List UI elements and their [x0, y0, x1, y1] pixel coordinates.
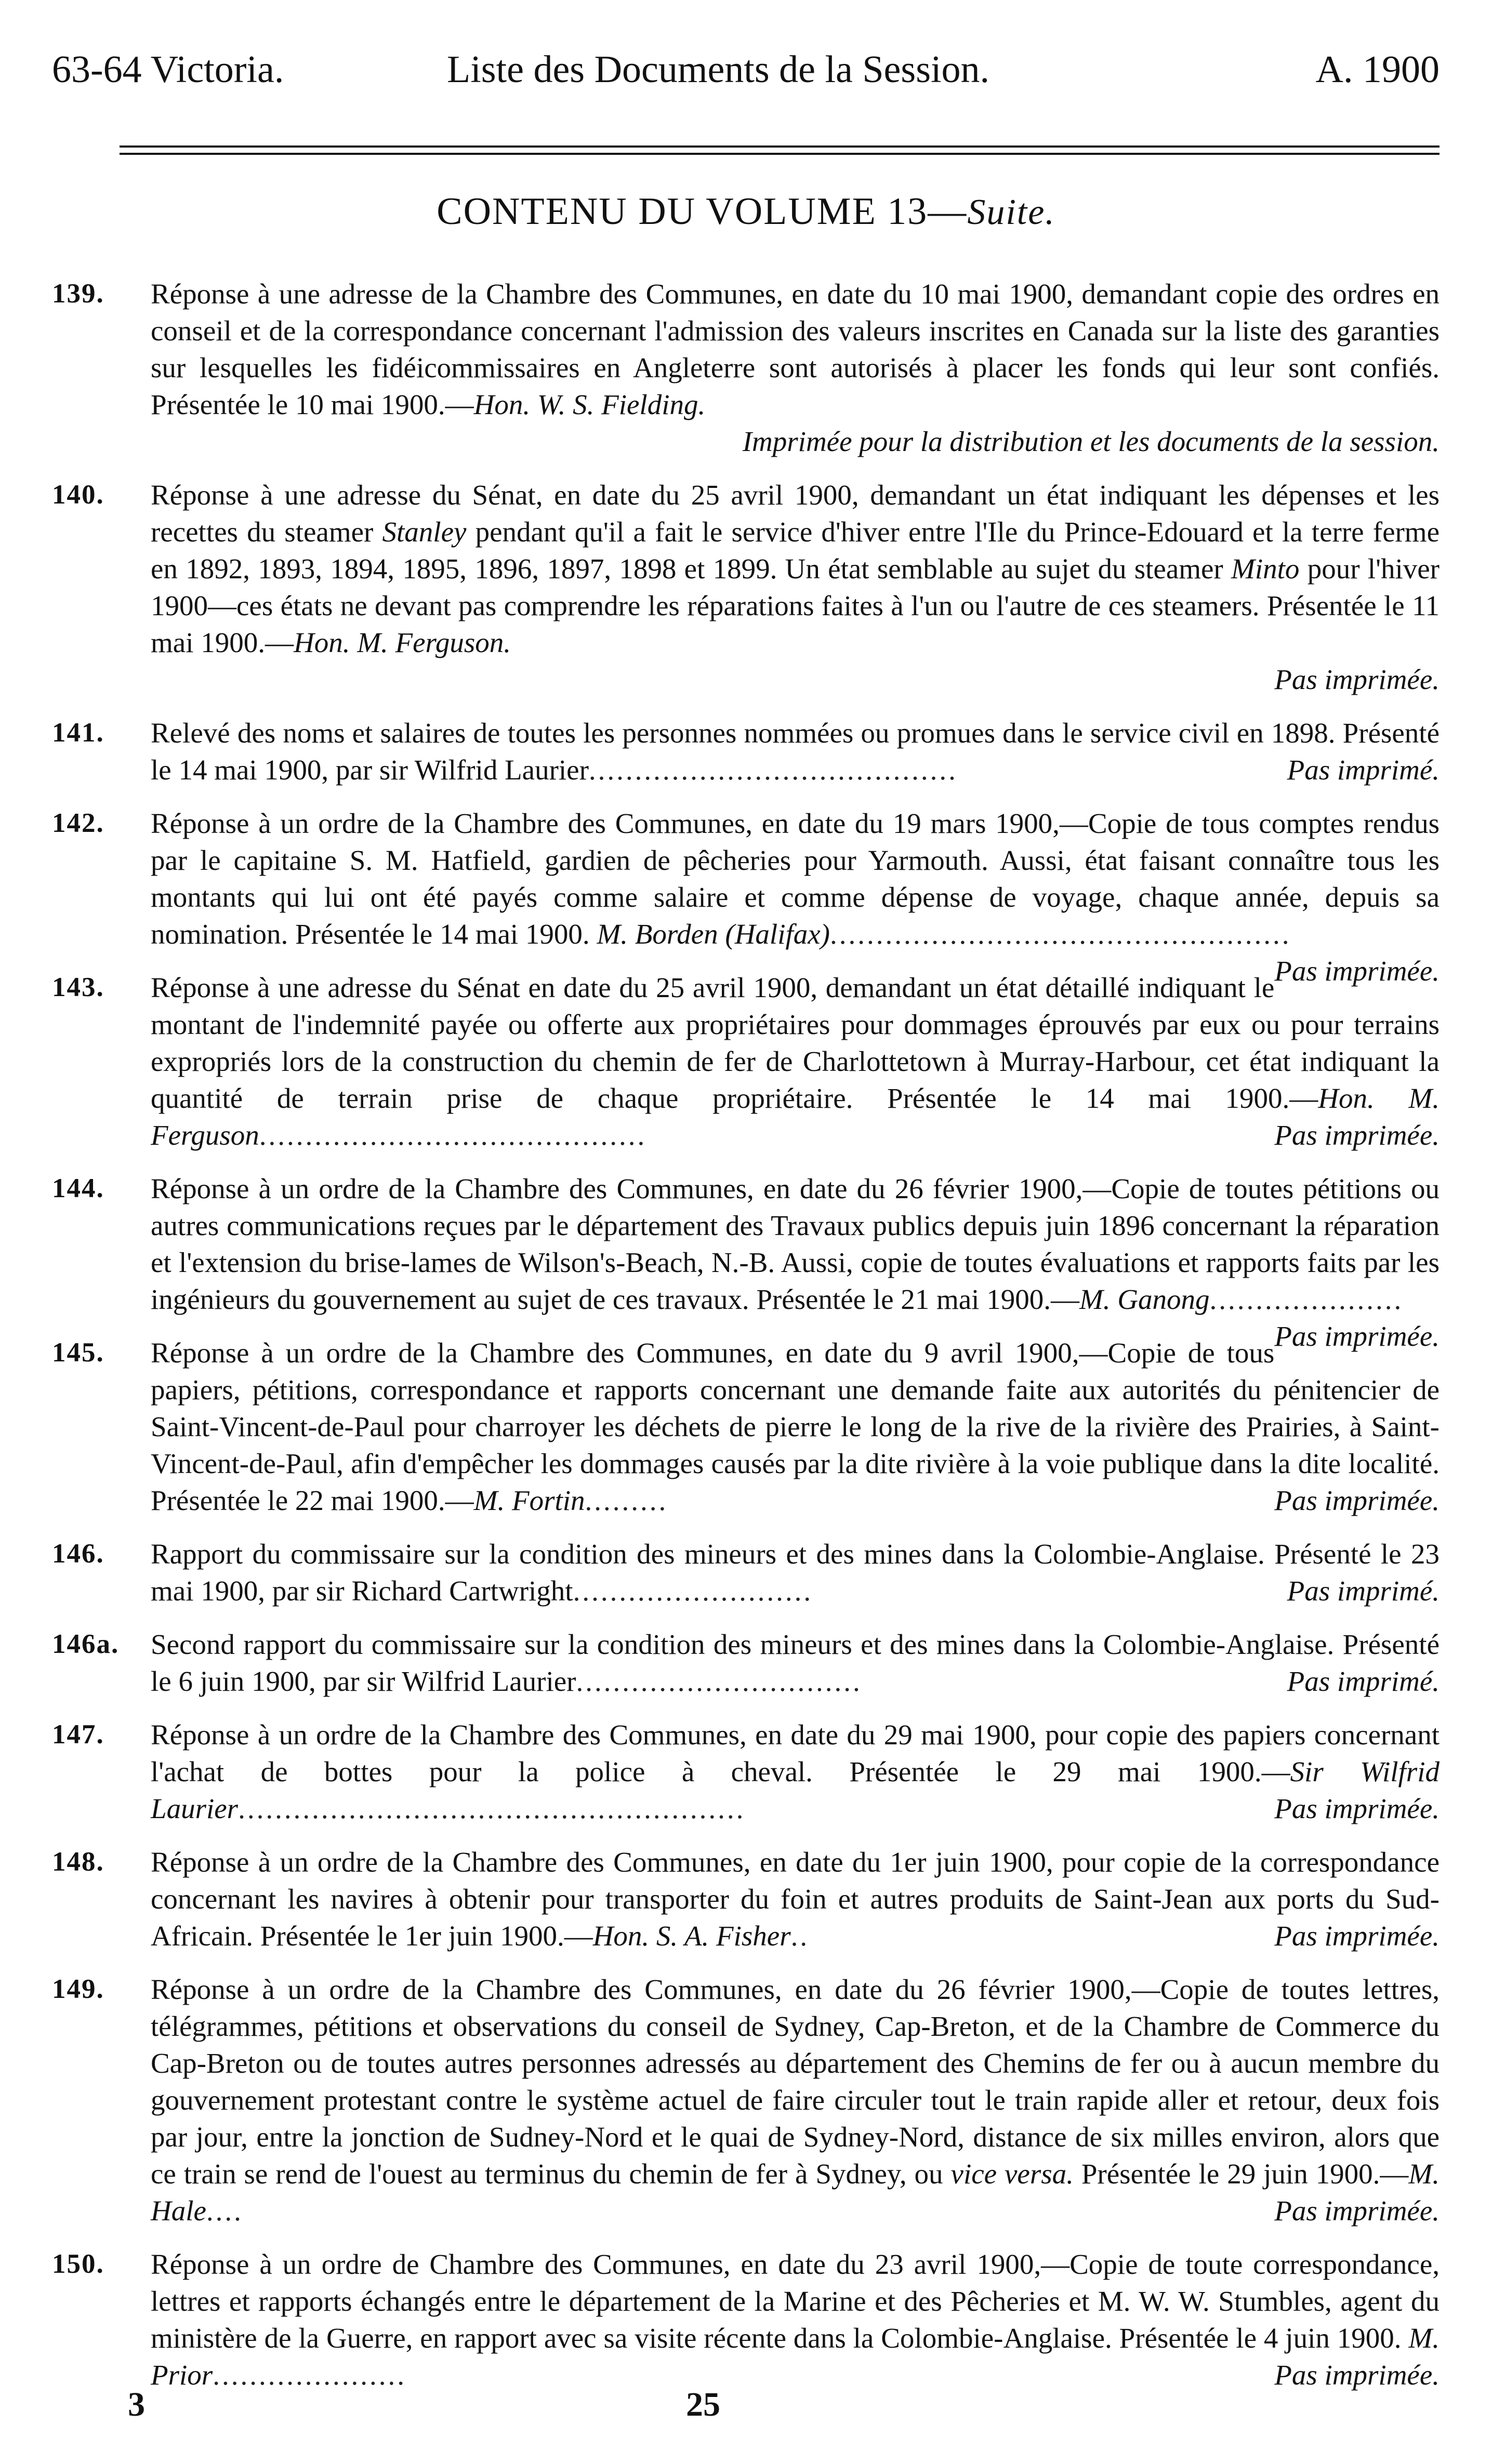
entry-status: Pas imprimée. [1274, 1485, 1440, 1516]
entry-text: Réponse à un ordre de Chambre des Communes, en date du 23 avril 1900,—Copie de toute correspondance, lettres et rapports échangés entre le département de la Marine et des Pêcheries et M. W. W. Stumbles, agent du ministère de la Guerre, en rapport avec sa visite récente dans la Colombie-Anglaise. Présentée le 4 juin 1900. [151, 2248, 1440, 2354]
entry-status: Pas imprimée. [1274, 664, 1440, 695]
entry-number: 150. [52, 2249, 104, 2279]
entry-presenter: M. Borden (Halifax) [597, 918, 830, 950]
entry-number: 143. [52, 972, 104, 1002]
entry-text: Réponse à une adresse du Sénat en date du 25 avril 1900, demandant un état détaillé indiquant le montant de l'indemnité payée ou offerte aux propriétaires pour dommages éprouvés par eux ou pour terrains expropriés lors de la construction du chemin de fer de Charlottetown à Murray-Harbour, cet état indiquant la quantité de terrain prise de chaque propriétaire. Présentée le 14 mai 1900.— [151, 972, 1440, 1114]
entry-status: Pas imprimée. [1274, 1320, 1440, 1352]
entry-text: Réponse à un ordre de la Chambre des Communes, en date du 26 février 1900,—Copie de toutes pétitions ou autres communications reçues par le département des Travaux publics depuis juin 1896 concernant la réparation et l'extension du brise-lames de Wilson's-Beach, N.-B. Aussi, copie de toutes évaluations et rapports faits par les ingénieurs du gouvernement au sujet de ces travaux. Présentée le 21 mai 1900.— [151, 1173, 1440, 1315]
list-item [52, 476, 1440, 698]
entry-number: 146. [52, 1539, 104, 1569]
entry-presenter: Hon. S. A. Fisher [592, 1920, 791, 1952]
header-rule-top [120, 145, 1440, 148]
entry-text: pour l'hiver 1900—ces états ne devant pas comprendre les réparations faites à l'un ou l'autre de ces steamers. Présentée le 11 mai 1900.— [151, 553, 1440, 658]
header-year: A. 1900 [1315, 48, 1440, 91]
list-item: 148. Réponse à un ordre de la Chambre des Communes, en date du 1er juin 1900, pour copie de la correspondance concernant les navires à obtenir pour transporter du foin et autres produits de Saint-Jean aux ports du Sud-Africain. Présentée le 1er juin 1900.—Hon. S. A. Fisher.. Pas imprimée. [52, 1844, 1440, 1954]
entry-text: Réponse à un ordre de la Chambre des Communes, en date du 26 février 1900,—Copie de toutes lettres, télégrammes, pétitions et observations du conseil de Sydney, Cap-Breton, et de la Chambre de Commerce du Cap-Breton ou de toutes autres personnes adressés au département des Chemins de fer ou à aucun membre du gouvernement protestant contre le système actuel de faire circuler tout le train rapide aller et retour, deux fois par jour, entre la jonction de Sudney-Nord et le quai de Sydney-Nord, distance de six milles environ, alors que ce train se rend de l'ouest au terminus du chemin de fer à Sydney, ou [151, 1973, 1440, 2190]
entry-status: Pas imprimée. [1274, 1920, 1440, 1952]
entry-status: Pas imprimé. [1287, 754, 1440, 786]
entry-text: Réponse à un ordre de la Chambre des Communes, en date du 29 mai 1900, pour copie des papiers concernant l'achat de bottes pour la police à cheval. Présentée le 29 mai 1900.— [151, 1719, 1440, 1787]
entry-number: 139. [52, 279, 104, 309]
ship-name: Minto [1231, 553, 1300, 585]
list-item: 146. Rapport du commissaire sur la condition des mineurs et des mines dans la Colombie-Anglaise. Présenté le 23 mai 1900, par sir Richard Cartwright.......................... Pas imprimé. [52, 1535, 1440, 1609]
header-session: 63-64 Victoria. [52, 48, 284, 91]
entry-number: 140. [52, 480, 104, 510]
page-number: 25 [686, 2386, 720, 2423]
entry-presenter: M. Fortin [473, 1485, 585, 1516]
entry-number: 147. [52, 1719, 104, 1750]
list-item: 144. Réponse à un ordre de la Chambre des Communes, en date du 26 février 1900,—Copie de toutes pétitions ou autres communications reçues par le département des Travaux publics depuis juin 1896 concernant la réparation et l'extension du brise-lames de Wilson's-Beach, N.-B. Aussi, copie de toutes évaluations et rapports faits par les ingénieurs du gouvernement au sujet de ces travaux. Présentée le 21 mai 1900.—M. Ganong..................... Pas imprimée. [52, 1170, 1440, 1318]
page-header [52, 48, 1440, 110]
entry-number: 141. [52, 718, 104, 748]
entry-text: Relevé des noms et salaires de toutes les personnes nommées ou promues dans le service civil en 1898. Présenté le 14 mai 1900, par sir Wilfrid Laurier [151, 717, 1440, 786]
entry-text: Présentée le 29 juin 1900.— [1073, 2158, 1409, 2190]
entry-text: Réponse à une adresse du Sénat, en date du 25 avril 1900, demandant un état indiquant les dépenses et les recettes du steamer [151, 479, 1440, 548]
header-rule-bottom [120, 153, 1440, 155]
entry-text: Second rapport du commissaire sur la condition des mineurs et des mines dans la Colombie-Anglaise. Présenté le 6 juin 1900, par sir Wilfrid Laurier [151, 1628, 1440, 1697]
entry-presenter: M. Prior [151, 2322, 1440, 2391]
entry-text: Réponse à un ordre de la Chambre des Communes, en date du 1er juin 1900, pour copie de la correspondance concernant les navires à obtenir pour transporter du foin et autres produits de Saint-Jean aux ports du Sud-Africain. Présentée le 1er juin 1900.— [151, 1846, 1440, 1952]
entry-latin-phrase: vice versa. [950, 2158, 1074, 2190]
list-item [52, 275, 1440, 460]
entry-text: pendant qu'il a fait le service d'hiver entre l'Ile du Prince-Edouard et la terre ferme en 1892, 1893, 1894, 1895, 1896, 1897, 1898 et 1899. Un état semblable au sujet du steamer [151, 516, 1440, 585]
entry-number: 149. [52, 1974, 104, 2004]
page-title [0, 190, 1492, 234]
entry-status: Imprimée pour la distribution et les documents de la session. [742, 426, 1440, 457]
entry-status: Pas imprimée. [1274, 1119, 1440, 1151]
entry-text: Réponse à une adresse de la Chambre des Communes, en date du 10 mai 1900, demandant copie des ordres en conseil et de la correspondance concernant l'admission des valeurs inscrites en Canada sur la liste des garanties sur lesquelles les fidéicommissaires en Angleterre sont autorisés à placer les fonds qui leur sont confiés. Présentée le 10 mai 1900.— [151, 278, 1440, 420]
entry-presenter: M. Hale [151, 2158, 1440, 2227]
entry-number: 148. [52, 1847, 104, 1877]
list-item: 147. Réponse à un ordre de la Chambre des Communes, en date du 29 mai 1900, pour copie des papiers concernant l'achat de bottes pour la police à cheval. Présentée le 29 mai 1900.—Sir Wilfrid Laurier....................................................... Pas imprimée. [52, 1716, 1440, 1827]
ship-name: Stanley [382, 516, 467, 548]
entry-presenter: Hon. M. Ferguson [151, 1082, 1440, 1151]
entry-status: Pas imprimée. [1274, 2195, 1440, 2227]
entry-presenter: M. Ganong [1079, 1283, 1210, 1315]
entry-text: Réponse à un ordre de la Chambre des Communes, en date du 19 mars 1900,—Copie de tous comptes rendus par le capitaine S. M. Hatfield, gardien de pêcheries pour Yarmouth. Aussi, état faisant connaître tous les montants qui lui ont été payés comme salaire et comme dépense de voyage, chaque année, depuis sa nomination. Présentée le 14 mai 1900. [151, 807, 1440, 950]
list-item: 141. Relevé des noms et salaires de toutes les personnes nommées ou promues dans le service civil en 1898. Présenté le 14 mai 1900, par sir Wilfrid Laurier........................................ Pas imprimé. [52, 714, 1440, 788]
list-item: 146a. Second rapport du commissaire sur la condition des mineurs et des mines dans la Colombie-Anglaise. Présenté le 6 juin 1900, par sir Wilfrid Laurier............................... Pas imprimé. [52, 1626, 1440, 1700]
entry-number: 145. [52, 1337, 104, 1368]
page-footer [0, 2385, 1492, 2437]
entry-presenter: Sir Wilfrid Laurier [151, 1756, 1440, 1824]
list-item: 149. Réponse à un ordre de la Chambre des Communes, en date du 26 février 1900,—Copie de toutes lettres, télégrammes, pétitions et observations du conseil de Sydney, Cap-Breton, et de la Chambre de Commerce du Cap-Breton ou de toutes autres personnes adressés au département des Chemins de fer ou à aucun membre du gouvernement protestant contre le système actuel de faire circuler tout le train rapide aller et retour, deux fois par jour, entre la jonction de Sudney-Nord et le quai de Sydney-Nord, distance de six milles environ, alors que ce train se rend de l'ouest au terminus du chemin de fer à Sydney, ou vice versa. Présentée le 29 juin 1900.—M. Hale.... Pas imprimée. [52, 1971, 1440, 2229]
entry-status: Pas imprimée. [1274, 955, 1440, 987]
entry-text: Réponse à un ordre de la Chambre des Communes, en date du 9 avril 1900,—Copie de tous papiers, pétitions, correspondance et rapports concernant une demande faite aux autorités du pénitencier de Saint-Vincent-de-Paul pour charroyer les déchets de pierre le long de la rive de la rivière des Prairies, à Saint-Vincent-de-Paul, afin d'empêcher les dommages causés par la dite rivière à la voie publique dans la dite localité. Présentée le 22 mai 1900.— [151, 1337, 1440, 1516]
entry-status: Pas imprimée. [1274, 2359, 1440, 2391]
entry-presenter: Hon. M. Ferguson. [293, 627, 511, 658]
entry-number: 144. [52, 1173, 104, 1203]
list-item: 145. Réponse à un ordre de la Chambre des Communes, en date du 9 avril 1900,—Copie de tous papiers, pétitions, correspondance et rapports concernant une demande faite aux autorités du pénitencier de Saint-Vincent-de-Paul pour charroyer les déchets de pierre le long de la rive de la rivière des Prairies, à Saint-Vincent-de-Paul, afin d'empêcher les dommages causés par la dite rivière à la voie publique dans la dite localité. Présentée le 22 mai 1900.—M. Fortin......... Pas imprimée. [52, 1334, 1440, 1519]
entry-status: Pas imprimé. [1287, 1575, 1440, 1607]
header-title: Liste des Documents de la Session. [447, 48, 990, 91]
entry-status: Pas imprimée. [1274, 1793, 1440, 1824]
footer-section-number: 3 [128, 2386, 145, 2423]
list-item: 143. Réponse à une adresse du Sénat en date du 25 avril 1900, demandant un état détaillé indiquant le montant de l'indemnité payée ou offerte aux propriétaires pour dommages éprouvés par eux ou pour terrains expropriés lors de la construction du chemin de fer de Charlottetown à Murray-Harbour, cet état indiquant la quantité de terrain prise de chaque propriétaire. Présentée le 14 mai 1900.—Hon. M. Ferguson.......................................... Pas imprimée. [52, 969, 1440, 1154]
title-suffix: Suite. [967, 192, 1055, 232]
list-item: 150. Réponse à un ordre de Chambre des Communes, en date du 23 avril 1900,—Copie de toute correspondance, lettres et rapports échangés entre le département de la Marine et des Pêcheries et M. W. W. Stumbles, agent du ministère de la Guerre, en rapport avec sa visite récente dans la Colombie-Anglaise. Présentée le 4 juin 1900. M. Prior..................... Pas imprimée. [52, 2246, 1440, 2393]
list-item: 142. Réponse à un ordre de la Chambre des Communes, en date du 19 mars 1900,—Copie de tous comptes rendus par le capitaine S. M. Hatfield, gardien de pêcheries pour Yarmouth. Aussi, état faisant connaître tous les montants qui lui ont été payés comme salaire et comme dépense de voyage, chaque année, depuis sa nomination. Présentée le 14 mai 1900. M. Borden (Halifax).................................................. Pas imprimée. [52, 805, 1440, 952]
entry-number: 142. [52, 808, 104, 838]
entry-number: 146a. [52, 1629, 120, 1659]
entry-presenter: Hon. W. S. Fielding. [473, 389, 706, 420]
entry-status: Pas imprimé. [1287, 1665, 1440, 1697]
entry-text: Rapport du commissaire sur la condition des mineurs et des mines dans la Colombie-Anglaise. Présenté le 23 mai 1900, par sir Richard Cartwright [151, 1538, 1440, 1607]
title-main: CONTENU DU VOLUME 13— [437, 190, 968, 233]
document-list [52, 275, 1440, 2410]
